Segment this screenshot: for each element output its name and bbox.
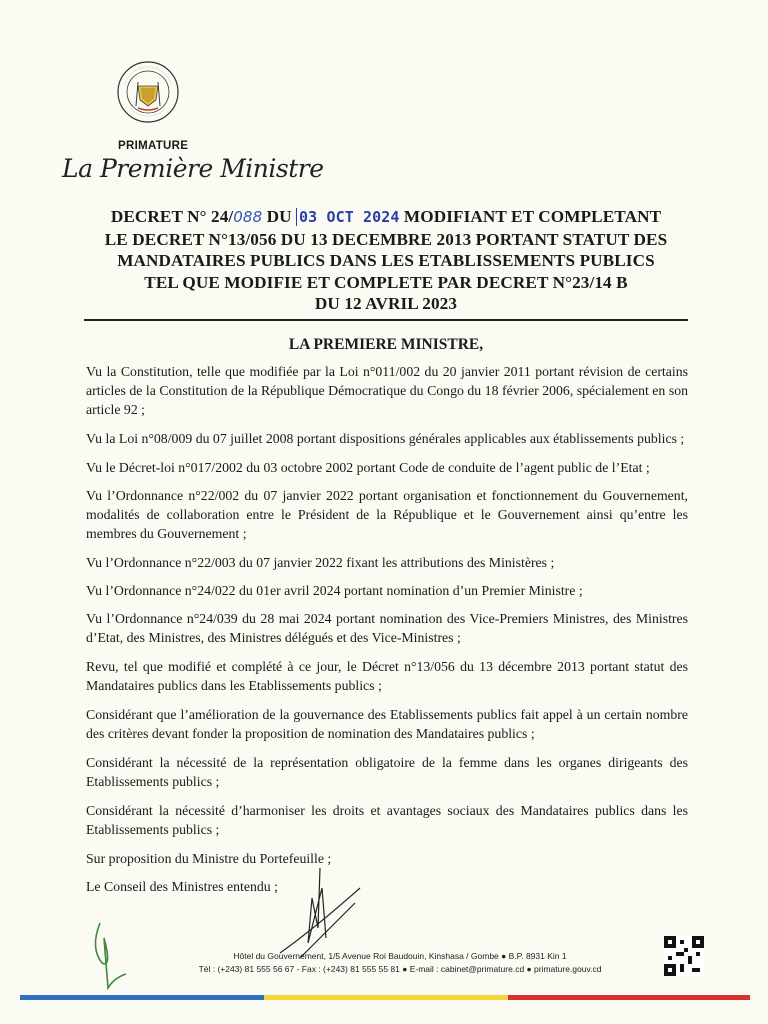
- paragraph: Vu l’Ordonnance n°24/022 du 01er avril 2024 portant nomination d’un Premier Ministre ;: [86, 583, 583, 598]
- flag-stripe-red: [508, 995, 750, 1000]
- decree-title: [80, 206, 692, 315]
- title-divider: [84, 319, 688, 321]
- decree-number-prefix: DECRET N° 24/: [110, 207, 234, 226]
- decree-title-line-2: LE DECRET N°13/056 DU 13 DECEMBRE 2013 PORTANT STATUT DES: [104, 229, 668, 249]
- paragraph: Vu la Constitution, telle que modifiée par la Loi n°011/002 du 20 janvier 2011 portant révision de certains articles de la Constitution de la République Démocratique du Congo du 18 février 2006, spécialement en son article 92 ;: [86, 364, 688, 417]
- footer-contacts: Tél : (+243) 81 555 56 67 - Fax : (+243) 81 555 55 81 ● E-mail : cabinet@primature.cd ● primature.gouv.cd: [198, 964, 602, 974]
- qr-code-icon: [664, 936, 704, 976]
- paragraph: Vu l’Ordonnance n°22/002 du 07 janvier 2022 portant organisation et fonctionnement du Gouvernement, modalités de collaboration entre le Président de la République et le Gouvernement ainsi qu’entre les membres du Gouvernement ;: [86, 488, 688, 541]
- decree-title-line-5: DU 12 AVRIL 2023: [314, 294, 458, 313]
- flag-stripe-blue: [20, 995, 264, 1000]
- paragraph: Revu, tel que modifié et complété à ce jour, le Décret n°13/056 du 13 décembre 2013 portant statut des Mandataires publics dans les Etablissements publics ;: [86, 659, 688, 693]
- paragraph: Considérant la nécessité de la représentation obligatoire de la femme dans les organes dirigeants des Etablissements publics ;: [86, 755, 688, 789]
- decree-number-handwritten: 088: [233, 208, 263, 226]
- office-name: PRIMATURE: [118, 140, 189, 152]
- paragraph: Vu la Loi n°08/009 du 07 juillet 2008 portant dispositions générales applicables aux établissements publics ;: [86, 431, 685, 446]
- government-seal-icon: [116, 56, 180, 136]
- paragraph: Considérant la nécessité d’harmoniser les droits et avantages sociaux des Mandataires publics dans les Etablissements publics ;: [86, 803, 688, 837]
- decree-du: DU: [262, 207, 297, 226]
- signature-green-icon: [82, 918, 142, 998]
- paragraph: Vu l’Ordonnance n°22/003 du 07 janvier 2022 fixant les attributions des Ministères ;: [86, 555, 555, 570]
- section-heading: LA PREMIERE MINISTRE,: [288, 336, 484, 353]
- office-title-signature: La Première Ministre: [62, 154, 324, 183]
- paragraph: Considérant que l’amélioration de la gouvernance des Etablissements publics fait appel à un certain nombre des critères devant fonder la proposition de nomination des Mandataires publics ;: [86, 707, 688, 741]
- decree-title-line-1: [80, 206, 692, 229]
- paragraph: Sur proposition du Ministre du Portefeuille ;: [86, 851, 332, 866]
- date-stamp: 03 OCT 2024: [296, 208, 399, 226]
- decree-title-rest: MODIFIANT ET COMPLETANT: [399, 207, 662, 226]
- paragraph: Vu l’Ordonnance n°24/039 du 28 mai 2024 portant nomination des Vice-Premiers Ministres, des Ministres d’Etat, des Ministres, des Ministres délégués et des Vice-Ministres ;: [86, 611, 688, 645]
- decree-title-line-4: TEL QUE MODIFIE ET COMPLETE PAR DECRET N°23/14 B: [144, 272, 628, 292]
- paragraph: Vu le Décret-loi n°017/2002 du 03 octobre 2002 portant Code de conduite de l’agent public de l’Etat ;: [86, 460, 650, 475]
- flag-stripe-yellow: [264, 995, 508, 1000]
- footer-address: Hôtel du Gouvernement, 1/5 Avenue Roi Baudouin, Kinshasa / Gombe ● B.P. 8931 Kin 1: [233, 951, 567, 961]
- paragraph: Le Conseil des Ministres entendu ;: [86, 879, 278, 894]
- decree-body: [86, 362, 688, 905]
- decree-title-line-3: MANDATAIRES PUBLICS DANS LES ETABLISSEMENTS PUBLICS: [117, 251, 655, 270]
- footer-contact: [150, 950, 650, 976]
